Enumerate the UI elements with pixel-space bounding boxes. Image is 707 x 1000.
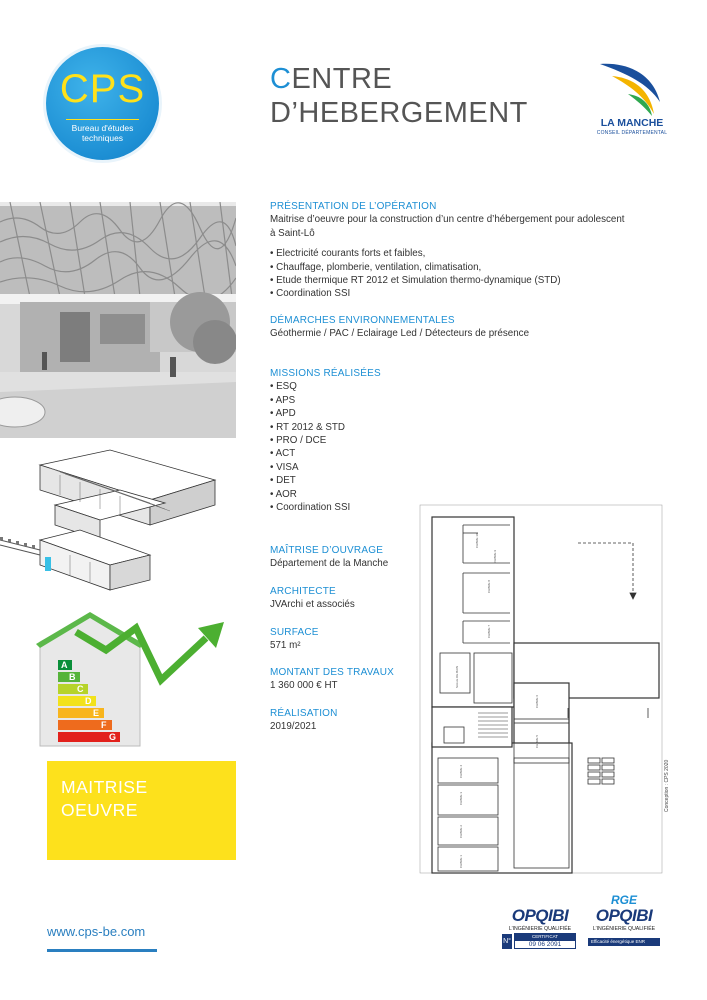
title-line2: D’HEBERGEMENT	[270, 97, 528, 129]
environment-heading: DÉMARCHES ENVIRONNEMENTALES	[270, 315, 455, 326]
la-manche-logo	[592, 62, 672, 142]
environment-text: Géothermie / PAC / Eclairage Led / Détecteurs de présence	[270, 328, 530, 340]
svg-text:CHBRE 7: CHBRE 7	[487, 624, 491, 638]
presentation-text-1: Maitrise d’oeuvre pour la construction d’un centre d’hébergement pour adolescent	[270, 214, 625, 226]
energy-class-d: D	[85, 696, 92, 706]
mission-item: • PRO / DCE	[270, 435, 327, 447]
rge-tagline: L’INGÉNIERIE QUALIFIÉE	[592, 926, 656, 932]
rge-opqibi-logo	[584, 893, 664, 956]
rge-opqibi-brand: OPQIBI	[595, 906, 653, 925]
opqibi-tagline: L’INGÉNIERIE QUALIFIÉE	[508, 926, 572, 932]
budget-value: 1 360 000 € HT	[270, 680, 338, 692]
surface-heading: SURFACE	[270, 627, 319, 638]
realisation-section	[270, 707, 410, 734]
opqibi-cert-label: CERTIFICAT	[514, 933, 576, 940]
svg-text:CHBRE 3: CHBRE 3	[459, 791, 463, 805]
architect-heading: ARCHITECTE	[270, 586, 336, 597]
svg-text:CHBRE 2: CHBRE 2	[459, 824, 463, 838]
mission-item: • RT 2012 & STD	[270, 421, 345, 433]
svg-text:CHBRE 6: CHBRE 6	[535, 694, 539, 708]
presentation-item: • Electricité courants forts et faibles,	[270, 248, 426, 260]
surface-section	[270, 626, 410, 653]
budget-section	[270, 666, 410, 693]
client-name: LA MANCHE	[600, 117, 664, 129]
building-photo	[0, 202, 236, 438]
svg-text:CHBRE 8: CHBRE 8	[487, 579, 491, 593]
category-box	[47, 761, 236, 860]
budget-heading: MONTANT DES TRAVAUX	[270, 667, 395, 678]
energy-class-a: A	[61, 660, 68, 670]
energy-class-g: G	[109, 732, 117, 742]
page-title	[270, 62, 528, 130]
owner-section	[270, 544, 410, 571]
opqibi-certificate-logo	[500, 900, 580, 956]
category-line2: OEUVRE	[61, 800, 138, 820]
opqibi-number: 09 06 2091	[514, 940, 576, 949]
category-line1: MAITRISE	[61, 777, 148, 797]
cps-acronym: CPS	[59, 67, 146, 111]
mission-item: • DET	[270, 475, 296, 487]
mission-item: • Coordination SSI	[270, 502, 351, 514]
presentation-section	[270, 200, 680, 301]
website-link[interactable]: www.cps-be.com	[47, 924, 146, 939]
presentation-heading: PRÉSENTATION DE L’OPÉRATION	[270, 201, 437, 212]
svg-text:CHBRE 1: CHBRE 1	[459, 854, 463, 868]
environment-section	[270, 314, 680, 341]
floor-plan	[418, 503, 666, 875]
mission-item: • APS	[270, 394, 296, 406]
rge-badge: RGE	[610, 893, 637, 907]
energy-class-e: E	[93, 708, 100, 718]
owner-value: Département de la Manche	[270, 558, 389, 570]
presentation-item: • Etude thermique RT 2012 et Simulation thermo-dynamique (STD)	[270, 275, 561, 287]
owner-heading: MAÎTRISE D’OUVRAGE	[270, 545, 384, 556]
cps-subtitle-line1: Bureau d'études	[71, 123, 134, 133]
la-manche-emblem-icon	[598, 62, 664, 118]
website-underline	[47, 949, 157, 952]
cps-subtitle	[56, 123, 149, 143]
isometric-drawing	[0, 445, 236, 605]
svg-text:SALLE DE BAIN: SALLE DE BAIN	[455, 665, 459, 688]
title-line1: ENTRE	[291, 63, 393, 95]
svg-text:CHBRE 9: CHBRE 9	[493, 549, 497, 563]
rge-efficiency: Efficacité énergétique ENR	[588, 938, 660, 946]
architect-value: JVArchi et associés	[270, 599, 355, 611]
opqibi-brand: OPQIBI	[511, 906, 569, 925]
energy-label-illustration	[36, 610, 236, 750]
client-subtitle: CONSEIL DÉPARTEMENTAL	[596, 130, 668, 136]
realisation-heading: RÉALISATION	[270, 708, 338, 719]
title-first-letter: C	[270, 63, 292, 95]
cps-logo	[46, 47, 159, 160]
missions-heading: MISSIONS RÉALISÉES	[270, 368, 381, 379]
svg-text:CHBRE 4: CHBRE 4	[459, 764, 463, 778]
logo-divider	[66, 119, 139, 120]
design-credit: Conception : CPS 2020	[664, 759, 670, 812]
surface-value: 571 m²	[270, 640, 301, 652]
presentation-item: • Coordination SSI	[270, 288, 351, 300]
realisation-value: 2019/2021	[270, 721, 317, 733]
svg-text:CHBRE 10: CHBRE 10	[475, 533, 479, 548]
presentation-text-2: à Saint-Lô	[270, 227, 315, 239]
mission-item: • APD	[270, 408, 296, 420]
mission-item: • VISA	[270, 461, 299, 473]
mission-item: • ESQ	[270, 381, 297, 393]
energy-class-b: B	[69, 672, 76, 682]
cps-subtitle-line2: techniques	[81, 133, 124, 143]
energy-class-c: C	[77, 684, 84, 694]
mission-item: • ACT	[270, 448, 296, 460]
svg-text:CHBRE 5: CHBRE 5	[535, 734, 539, 748]
architect-section	[270, 585, 410, 612]
mission-item: • AOR	[270, 488, 297, 500]
energy-class-f: F	[101, 720, 107, 730]
opqibi-n-label: N°	[502, 934, 512, 949]
missions-section	[270, 367, 680, 514]
presentation-item: • Chauffage, plomberie, ventilation, climatisation,	[270, 261, 482, 273]
